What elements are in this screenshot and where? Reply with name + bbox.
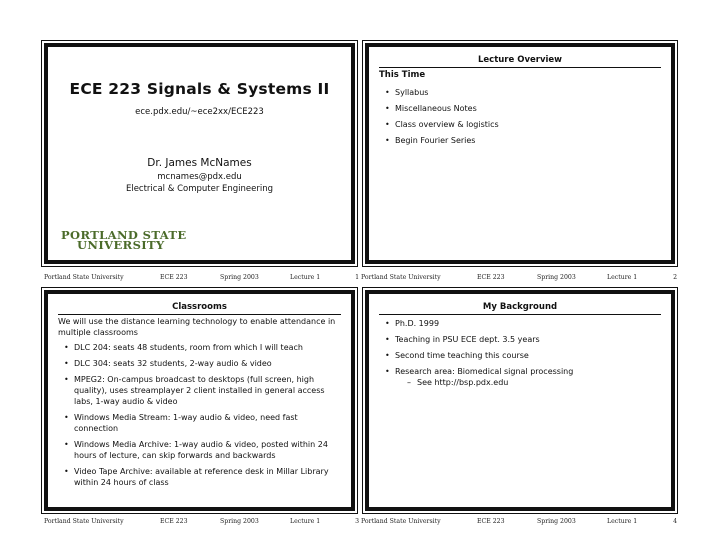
list-item: • Miscellaneous Notes [379, 103, 661, 114]
list-item-text: Research area: Biomedical signal processing [395, 367, 574, 376]
instructor-email: mcnames@pdx.edu [157, 172, 242, 182]
slide-heading: Classrooms [58, 302, 341, 315]
footer-term: Spring 2003 [537, 518, 576, 525]
footer-page-number: 3 [355, 518, 359, 525]
list-item: • Class overview & logistics [379, 119, 661, 130]
list-item: • Teaching in PSU ECE dept. 3.5 years [379, 334, 661, 345]
list-item: • DLC 204: seats 48 students, room from which I will teach [58, 342, 341, 353]
footer-page-number: 1 [355, 274, 359, 281]
footer-lecture: Lecture 1 [607, 274, 638, 281]
logo-line-1: PORTLAND STATE [61, 228, 187, 242]
department: Electrical & Computer Engineering [125, 184, 274, 194]
course-title: ECE 223 Signals & Systems II [69, 80, 330, 98]
footer-school: Portland State University [361, 274, 441, 281]
slide-intro: We will use the distance learning technology to enable attendance in multiple classrooms [58, 317, 336, 337]
slide-heading: My Background [379, 302, 661, 315]
footer-school: Portland State University [44, 518, 124, 525]
list-item: • MPEG2: On-campus broadcast to desktops (full screen, high quality), uses streamplayer 2 client installed in general access labs, 1-way audio & video [58, 374, 341, 407]
list-item [379, 366, 661, 388]
slide-heading: Lecture Overview [379, 55, 661, 68]
list-item: • Begin Fourier Series [379, 135, 661, 146]
footer-page-number: 4 [673, 518, 677, 525]
overview-list [379, 87, 661, 151]
slide-subheading: This Time [379, 70, 426, 80]
list-item: • Windows Media Stream: 1-way audio & video, need fast connection [58, 412, 341, 434]
footer-school: Portland State University [44, 274, 124, 281]
footer-term: Spring 2003 [220, 518, 259, 525]
footer-school: Portland State University [361, 518, 441, 525]
course-url: ece.pdx.edu/~ece2xx/ECE223 [135, 107, 264, 117]
classroom-list [58, 342, 341, 493]
list-item: • Syllabus [379, 87, 661, 98]
logo-line-2: UNIVERSITY [77, 238, 165, 252]
footer-course: ECE 223 [160, 274, 188, 281]
slide-classrooms [44, 290, 355, 511]
footer-term: Spring 2003 [220, 274, 259, 281]
footer-term: Spring 2003 [537, 274, 576, 281]
footer-course: ECE 223 [477, 518, 505, 525]
footer-page-number: 2 [673, 274, 677, 281]
footer-course: ECE 223 [160, 518, 188, 525]
footer-lecture: Lecture 1 [290, 518, 321, 525]
list-item: • Second time teaching this course [379, 350, 661, 361]
background-list [379, 318, 661, 393]
list-item: • DLC 304: seats 32 students, 2-way audio & video [58, 358, 341, 369]
list-item: • Ph.D. 1999 [379, 318, 661, 329]
list-item: • Windows Media Archive: 1-way audio & video, posted within 24 hours of lecture, can skip forwards and backwards [58, 439, 341, 461]
slide-background [365, 290, 675, 511]
instructor-name: Dr. James McNames [147, 157, 252, 169]
slide-lecture-overview [365, 43, 675, 264]
sub-list-item: – See http://bsp.pdx.edu [407, 377, 661, 388]
university-logo [61, 230, 187, 250]
sub-list [395, 377, 661, 388]
footer-lecture: Lecture 1 [290, 274, 321, 281]
footer-course: ECE 223 [477, 274, 505, 281]
footer-lecture: Lecture 1 [607, 518, 638, 525]
slide-title [44, 43, 355, 264]
list-item: • Video Tape Archive: available at reference desk in Millar Library within 24 hours of class [58, 466, 341, 488]
